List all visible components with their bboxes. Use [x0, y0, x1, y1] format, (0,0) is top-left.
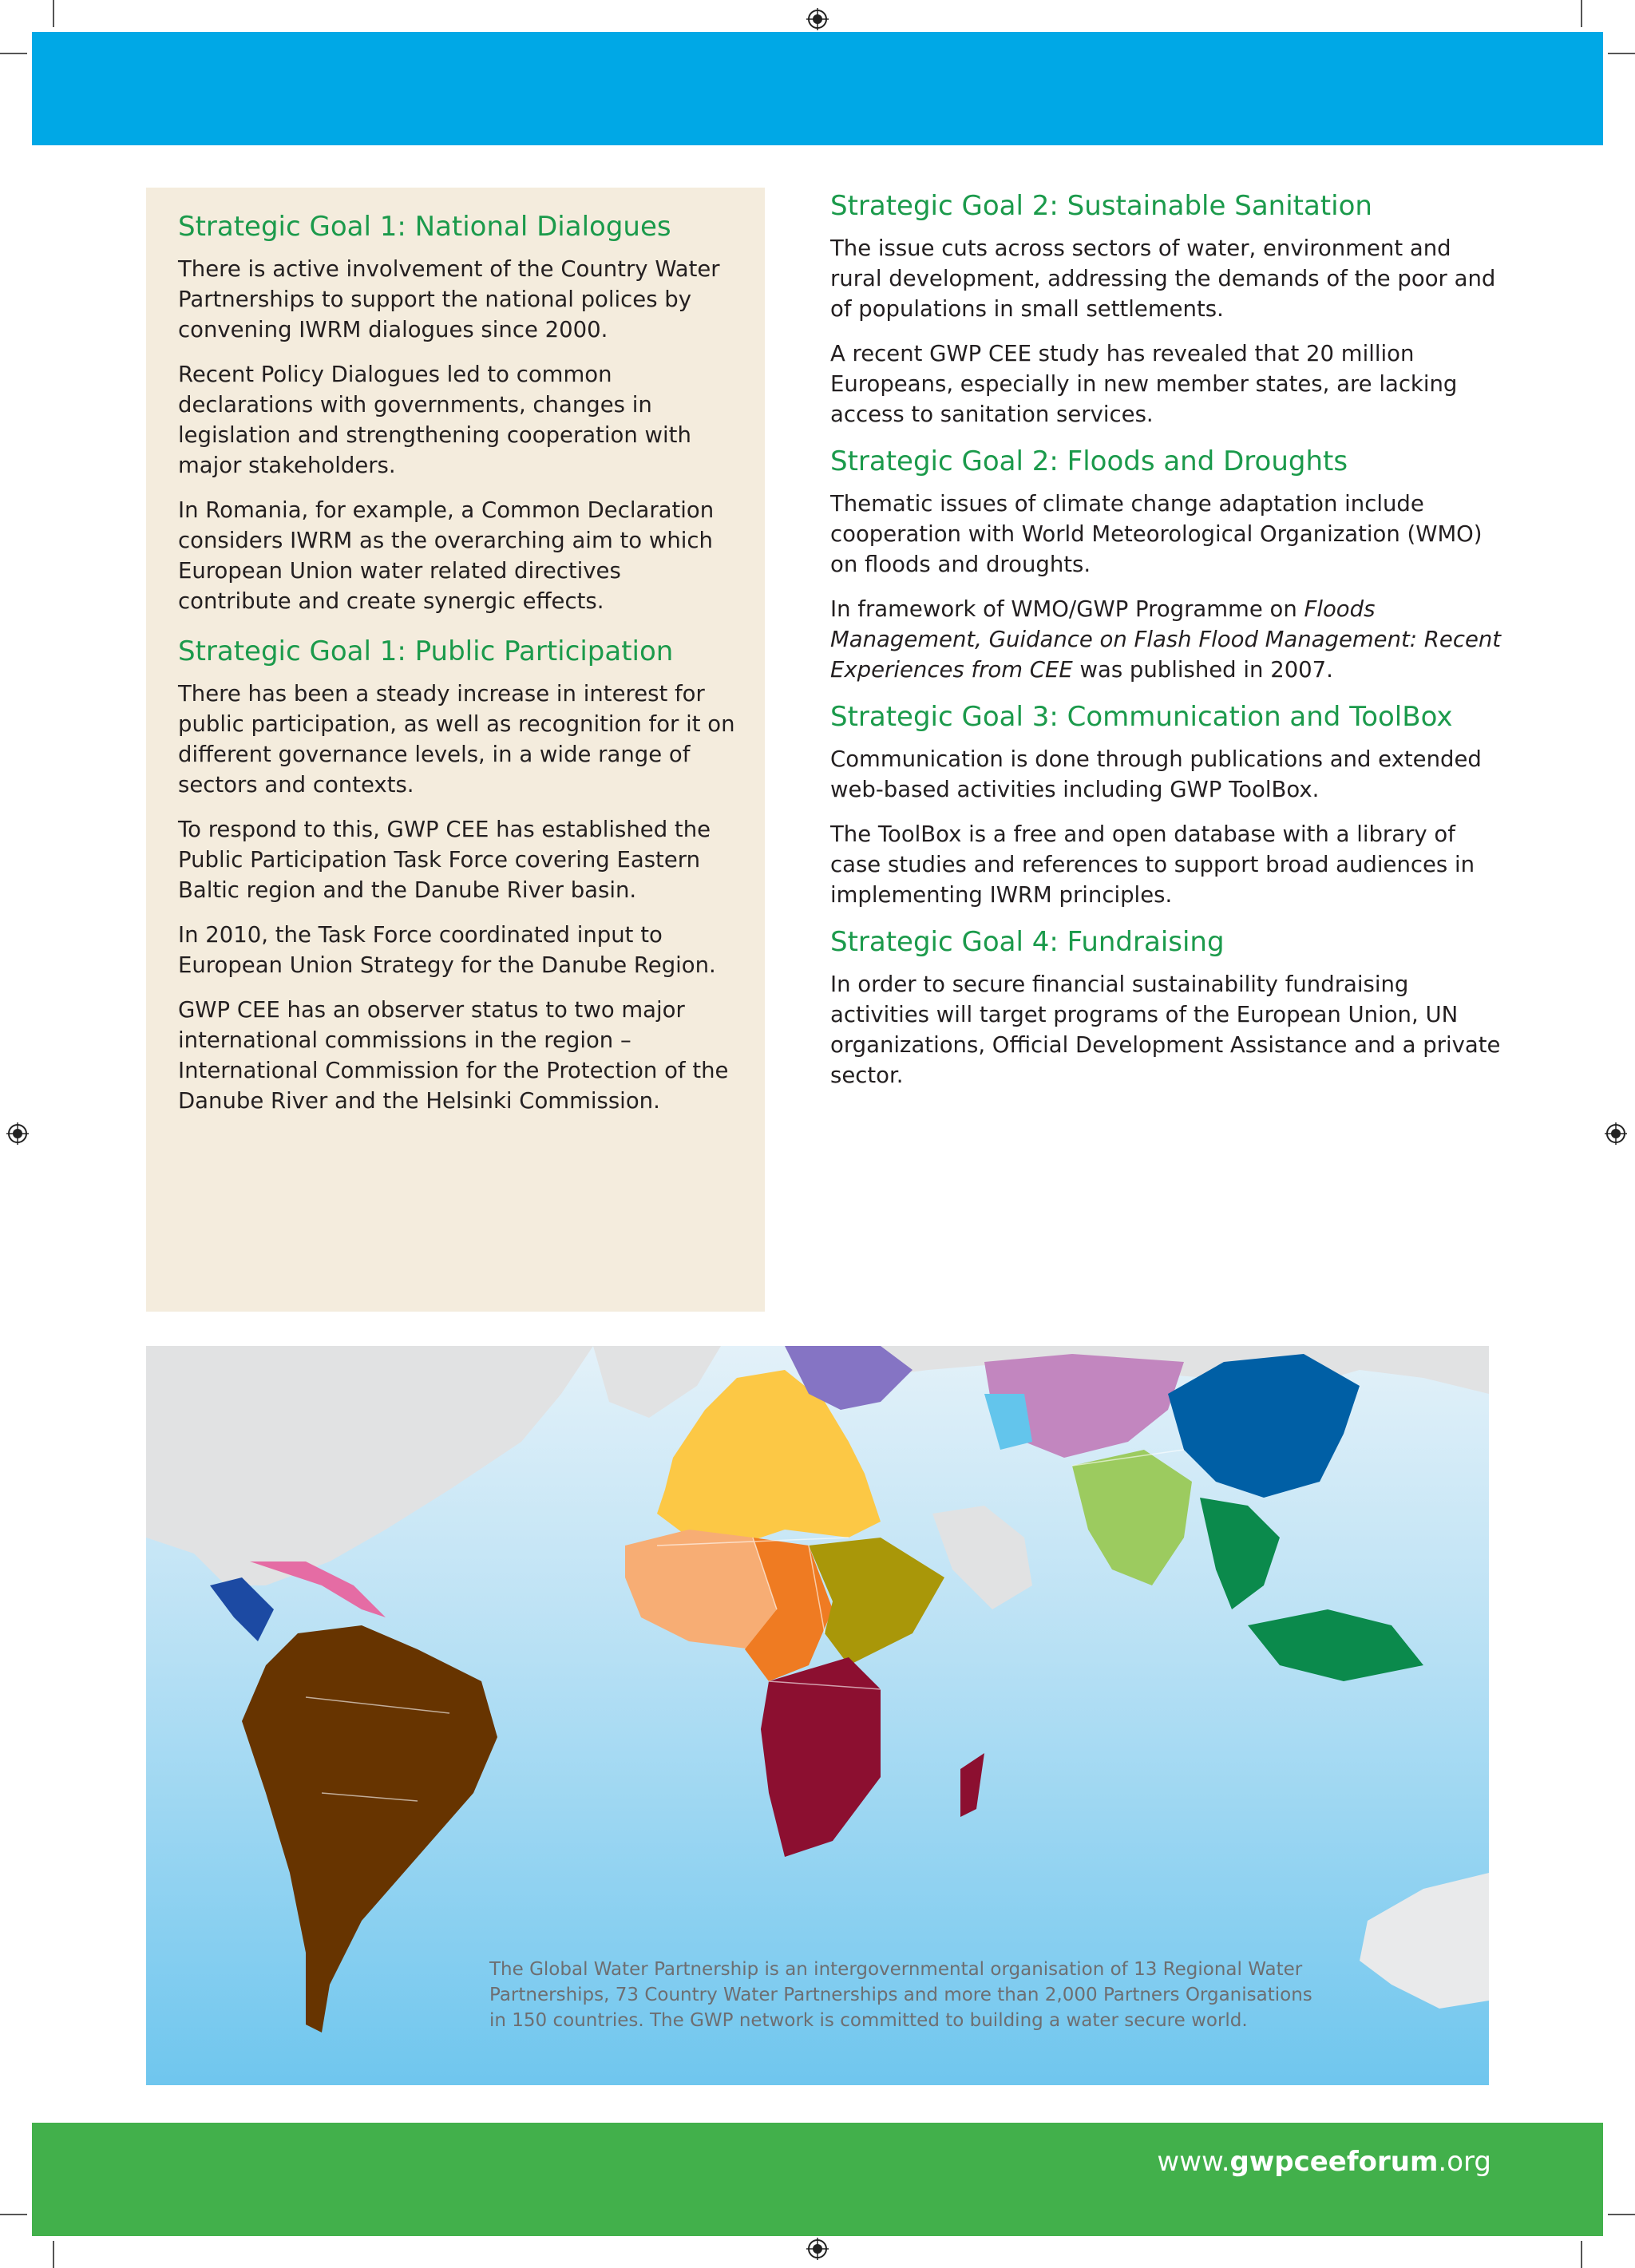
paragraph: In Romania, for example, a Common Declaration considers IWRM as the overarching aim to which European Union water related directives contribute and create synergic effects.	[178, 497, 715, 614]
website-url[interactable]	[1157, 2146, 1491, 2178]
paragraph: There has been a steady increase in interest for public participation, as well as recognition for it on different governance levels, in a wide range of sectors and contexts.	[178, 681, 735, 798]
paragraph: Thematic issues of climate change adaptation include cooperation with World Meteorological Organization (WMO) on floods and droughts.	[830, 491, 1483, 577]
bottom-color-band	[32, 2123, 1603, 2236]
goal-sustainable-sanitation	[830, 188, 1509, 429]
paragraph-text: In framework of WMO/GWP Programme on	[830, 596, 1304, 622]
goal-national-dialogues	[178, 209, 737, 616]
url-domain: gwpceeforum	[1229, 2146, 1439, 2178]
section-heading: Strategic Goal 4: Fundraising	[830, 926, 1225, 958]
crop-mark	[0, 53, 27, 54]
registration-mark-icon	[1605, 1122, 1627, 1145]
paragraph: A recent GWP CEE study has revealed that 20 million Europeans, especially in new member states, are lacking access to sanitation services.	[830, 341, 1458, 427]
paragraph-text: was published in 2007.	[1072, 657, 1333, 683]
section-heading: Strategic Goal 3: Communication and ToolBox	[830, 701, 1453, 733]
registration-mark-icon	[806, 2238, 829, 2260]
goal-communication-toolbox	[830, 699, 1509, 910]
map-caption: The Global Water Partnership is an intergovernmental organisation of 13 Regional Water Partnerships, 73 Country Water Partnerships and more than 2,000 Partners Organisations in 150 countries. The GWP network is committed to building a water secure world.	[489, 1959, 1312, 2031]
paragraph	[830, 594, 1509, 685]
goal-floods-droughts	[830, 444, 1509, 685]
crop-mark	[53, 2241, 54, 2268]
crop-mark	[1581, 0, 1582, 27]
goal-fundraising	[830, 924, 1509, 1090]
paragraph: The ToolBox is a free and open database with a library of case studies and references to support broad audiences in implementing IWRM principles.	[830, 821, 1475, 908]
registration-mark-icon	[806, 8, 829, 30]
registration-mark-icon	[6, 1122, 29, 1145]
url-prefix: www.	[1157, 2146, 1230, 2178]
goal-public-participation	[178, 634, 737, 1116]
url-suffix: .org	[1438, 2146, 1491, 2178]
paragraph: To respond to this, GWP CEE has established the Public Participation Task Force covering Eastern Baltic region and the Danube River basin.	[178, 817, 711, 903]
world-map	[146, 1346, 1489, 2085]
crop-mark	[0, 2214, 27, 2215]
crop-mark	[1581, 2241, 1582, 2268]
section-heading: Strategic Goal 2: Sustainable Sanitation	[830, 190, 1372, 222]
paragraph: There is active involvement of the Country Water Partnerships to support the national polices by convening IWRM dialogues since 2000.	[178, 256, 720, 342]
crop-mark	[1608, 2214, 1635, 2215]
paragraph: In order to secure financial sustainability fundraising activities will target programs of the European Union, UN organizations, Official Development Assistance and a private sector.	[830, 972, 1501, 1088]
paragraph: Recent Policy Dialogues led to common declarations with governments, changes in legislation and strengthening cooperation with major stakeholders.	[178, 362, 691, 478]
paragraph: In 2010, the Task Force coordinated input to European Union Strategy for the Danube Region.	[178, 922, 716, 978]
crop-mark	[53, 0, 54, 27]
section-heading: Strategic Goal 2: Floods and Droughts	[830, 445, 1348, 477]
right-text-column	[830, 188, 1509, 1105]
publication-title: Floods Management, Guidance on Flash Flood Management: Recent Experiences from CEE	[830, 596, 1502, 683]
section-heading: Strategic Goal 1: Public Participation	[178, 635, 674, 667]
paragraph: The issue cuts across sectors of water, environment and rural development, addressing the demands of the poor and of populations in small settlements.	[830, 236, 1496, 322]
paragraph: GWP CEE has an observer status to two major international commissions in the region – International Commission for the Protection of the Danube River and the Helsinki Commission.	[178, 997, 729, 1114]
crop-mark	[1608, 53, 1635, 54]
top-color-band	[32, 32, 1603, 145]
left-text-column	[178, 209, 737, 1134]
section-heading: Strategic Goal 1: National Dialogues	[178, 211, 671, 243]
paragraph: Communication is done through publications and extended web-based activities including GWP ToolBox.	[830, 746, 1482, 802]
